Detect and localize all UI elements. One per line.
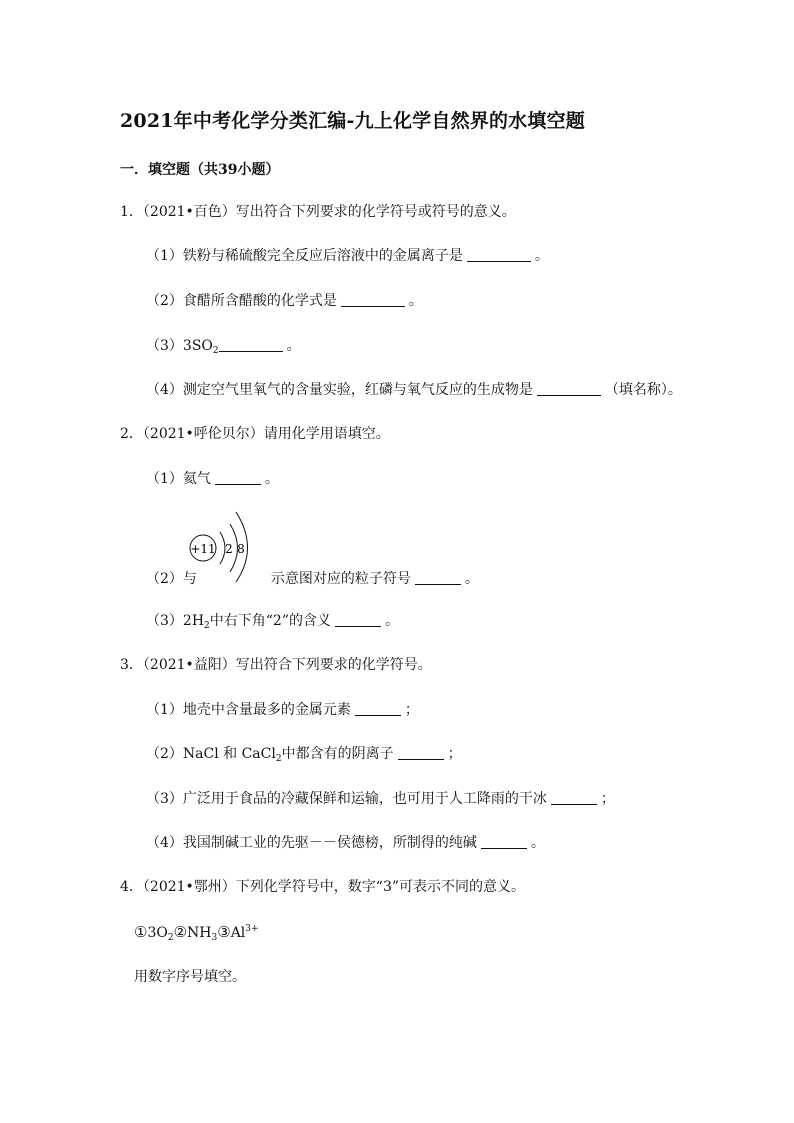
- subscript: 2: [212, 346, 219, 356]
- shell-2-electrons: 8: [237, 542, 245, 556]
- answer-blank[interactable]: [355, 714, 401, 716]
- superscript: 3+: [245, 924, 259, 934]
- answer-blank[interactable]: [341, 305, 405, 307]
- question-4-instruction: 用数字序号填空。: [134, 969, 246, 985]
- question-1-part-3: [146, 337, 301, 355]
- subscript: 2: [275, 754, 282, 764]
- question-1-part-2: [146, 292, 423, 310]
- subscript: 3: [211, 933, 218, 943]
- circled-number-1: ①: [134, 923, 148, 941]
- answer-blank[interactable]: [398, 758, 444, 760]
- formula-1: 3O: [147, 925, 168, 941]
- question-1-part-2-text: （2）食醋所含醋酸的化学式是: [146, 293, 337, 309]
- answer-blank[interactable]: [215, 483, 261, 485]
- question-3-stem: 3．（2021•益阳）写出符合下列要求的化学符号。: [120, 657, 432, 673]
- question-1-part-3-text: （3）3SO: [146, 338, 213, 354]
- question-4-formulas: [134, 923, 259, 942]
- end-mark: 。: [286, 338, 301, 354]
- question-3-part-1-text: （1）地壳中含量最多的金属元素: [146, 702, 351, 718]
- answer-blank[interactable]: [537, 394, 601, 396]
- answer-blank[interactable]: [481, 847, 527, 849]
- formula-2: NH: [187, 925, 212, 941]
- subscript: 2: [204, 621, 210, 631]
- question-2-part-1: [146, 470, 279, 488]
- shell-1-electrons: 2: [225, 542, 233, 556]
- question-3-part-3: [146, 790, 615, 808]
- question-1-part-4: [146, 381, 682, 399]
- nucleus-charge: +11: [190, 542, 216, 556]
- end-mark: 。: [385, 613, 399, 629]
- question-4-stem: 4．（2021•鄂州）下列化学符号中，数字“3”可表示不同的意义。: [120, 879, 526, 895]
- end-mark: 。: [264, 471, 279, 487]
- question-2-part-3: [146, 612, 399, 630]
- end-mark: 。: [534, 248, 549, 264]
- document-title: 2021年中考化学分类汇编-九上化学自然界的水填空题: [120, 110, 585, 132]
- answer-blank[interactable]: [415, 583, 461, 585]
- formula-3: Al: [230, 925, 246, 941]
- question-1-stem: 1．（2021•百色）写出符合下列要求的化学符号或符号的意义。: [120, 204, 516, 220]
- answer-blank[interactable]: [335, 625, 381, 627]
- question-3-part-1: [146, 701, 419, 719]
- question-3-part-2: [146, 745, 462, 763]
- question-1-part-4-text: （4）测定空气里氧气的含量实验，红磷与氧气反应的生成物是: [146, 382, 533, 398]
- question-2-part-2: [146, 570, 479, 588]
- answer-blank[interactable]: [467, 260, 531, 262]
- end-mark: 。: [464, 571, 479, 587]
- subscript: 2: [167, 933, 174, 943]
- semicolon: ；: [447, 746, 462, 762]
- section-heading: 一．填空题（共39小题）: [120, 162, 280, 178]
- question-1-part-4-suffix: （填名称）。: [604, 382, 682, 398]
- question-3-part-3-text: （3）广泛用于食品的冷藏保鲜和运输，也可用于人工降雨的干冰: [146, 791, 547, 807]
- end-mark: 。: [530, 835, 545, 851]
- semicolon: ；: [404, 702, 419, 718]
- question-2-part-3-text: （3）2H: [146, 613, 205, 629]
- question-3-part-4-text: （4）我国制碱工业的先驱－－侯德榜，所制得的纯碱: [146, 835, 477, 851]
- question-2-part-2-text: （2）与: [146, 571, 197, 587]
- question-2-part-1-text: （1）氦气: [146, 471, 211, 487]
- question-1-part-1: [146, 247, 549, 265]
- question-3-part-2-text: （2）NaCl 和 CaCl: [146, 746, 276, 762]
- question-3-part-2-suffix: 中都含有的阴离子: [281, 746, 394, 762]
- end-mark: 。: [408, 293, 423, 309]
- question-1-part-1-text: （1）铁粉与稀硫酸完全反应后溶液中的金属离子是: [146, 248, 463, 264]
- question-2-part-3-suffix: 中右下角“2”的含义: [209, 613, 331, 629]
- circled-number-3: ③: [217, 923, 231, 941]
- semicolon: ；: [600, 791, 615, 807]
- answer-blank[interactable]: [219, 350, 283, 352]
- question-2-stem: 2．（2021•呼伦贝尔）请用化学用语填空。: [120, 426, 390, 442]
- question-2-part-2-suffix: 示意图对应的粒子符号: [270, 571, 411, 587]
- answer-blank[interactable]: [551, 803, 597, 805]
- question-3-part-4: [146, 834, 545, 852]
- circled-number-2: ②: [173, 923, 188, 941]
